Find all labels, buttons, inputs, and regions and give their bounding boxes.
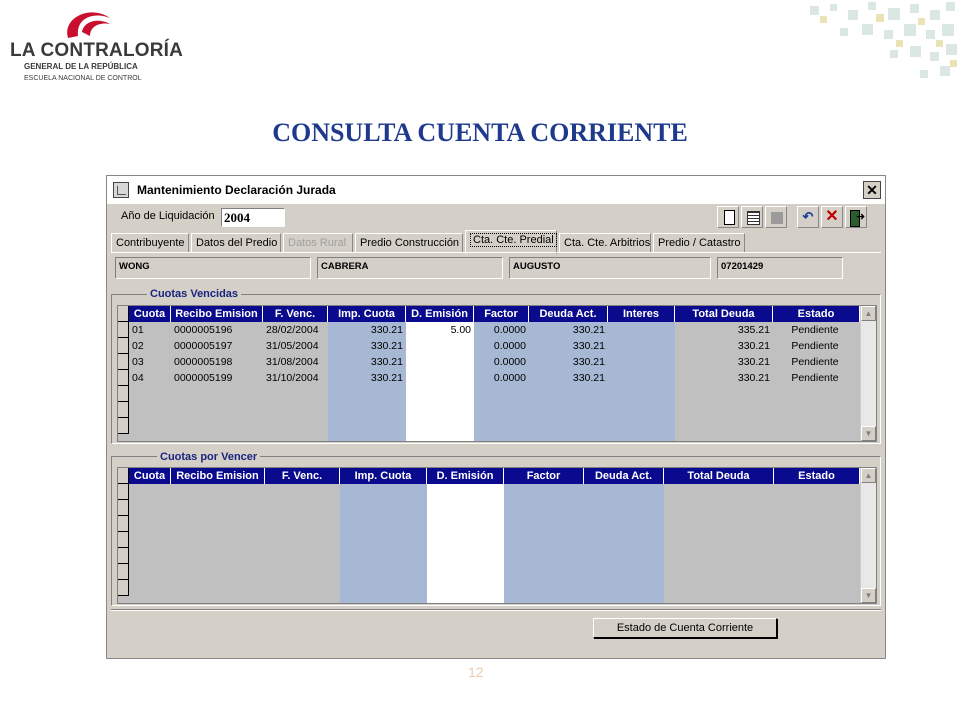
col-bg — [664, 468, 774, 603]
header-cuota[interactable]: Cuota — [129, 468, 171, 484]
apellido-materno-field: CABRERA — [317, 257, 503, 279]
row-selector[interactable] — [118, 322, 129, 338]
cell-imp-cuota: 330.21 — [370, 324, 403, 336]
tab-contribuyente[interactable]: Contribuyente — [111, 233, 189, 253]
row-selector[interactable] — [118, 580, 129, 596]
row-selector[interactable] — [118, 516, 129, 532]
logo-main-text: LA CONTRALORÍA — [10, 40, 184, 61]
cell-total-deuda: 335.21 — [737, 324, 770, 336]
row-selector[interactable] — [118, 548, 129, 564]
header-imp-cuota[interactable]: Imp. Cuota — [340, 468, 427, 484]
logo-sub2-text: ESCUELA NACIONAL DE CONTROL — [24, 75, 142, 82]
row-selector[interactable] — [118, 386, 129, 402]
tab-cta-cte-arbitrios[interactable]: Cta. Cte. Arbitrios — [559, 233, 651, 253]
cell-cuota: 02 — [132, 340, 144, 352]
divider — [111, 609, 881, 611]
codigo-field: 07201429 — [717, 257, 843, 279]
estado-cuenta-button[interactable]: Estado de Cuenta Corriente — [593, 618, 777, 638]
cell-deuda-act: 330.21 — [572, 372, 605, 384]
header-d-emision[interactable]: D. Emisión — [427, 468, 504, 484]
nombre-field: AUGUSTO — [509, 257, 711, 279]
cell-fvenc: 31/05/2004 — [266, 340, 319, 352]
header-fvenc[interactable]: F. Venc. — [263, 306, 328, 322]
row-selector[interactable] — [118, 484, 129, 500]
header-d-emision[interactable]: D. Emisión — [406, 306, 474, 322]
save-button[interactable] — [765, 206, 787, 228]
cell-cuota: 04 — [132, 372, 144, 384]
scroll-down-icon[interactable]: ▼ — [861, 588, 876, 603]
cell-deuda-act: 330.21 — [572, 324, 605, 336]
header-total-deuda[interactable]: Total Deuda — [675, 306, 773, 322]
cell-interes — [608, 371, 672, 386]
cell-deuda-act: 330.21 — [572, 356, 605, 368]
cell-d-emision — [406, 371, 471, 386]
row-selector[interactable] — [118, 370, 129, 386]
header-recibo[interactable]: Recibo Emision — [171, 306, 263, 322]
cell-d-emision — [406, 355, 471, 370]
row-selector[interactable] — [118, 500, 129, 516]
logo — [8, 4, 184, 84]
cell-imp-cuota: 330.21 — [370, 356, 403, 368]
header-imp-cuota[interactable]: Imp. Cuota — [328, 306, 406, 322]
edit-button[interactable] — [741, 206, 763, 228]
row-selector[interactable] — [118, 306, 129, 322]
row-selector[interactable] — [118, 354, 129, 370]
row-selector[interactable] — [118, 468, 129, 484]
tab-cta-cte-predial[interactable]: Cta. Cte. Predial — [465, 230, 557, 254]
cell-factor: 0.0000 — [493, 340, 526, 352]
cell-estado: Pendiente — [791, 372, 839, 384]
page-title: CONSULTA CUENTA CORRIENTE — [272, 118, 688, 147]
tab-panel-border — [111, 252, 881, 253]
new-document-button[interactable] — [717, 206, 739, 228]
scroll-up-icon[interactable]: ▲ — [861, 306, 876, 321]
app-window — [106, 175, 886, 659]
row-selector[interactable] — [118, 338, 129, 354]
cell-estado: Pendiente — [791, 340, 839, 352]
toolbar-separator — [789, 206, 795, 230]
window-title: Mantenimiento Declaración Jurada — [137, 183, 336, 197]
cell-cuota: 01 — [132, 324, 144, 336]
header-interes[interactable]: Interes — [608, 306, 675, 322]
cell-fvenc: 31/10/2004 — [266, 372, 319, 384]
cell-recibo: 0000005198 — [174, 356, 233, 368]
close-button[interactable]: ✕ — [863, 181, 881, 199]
vencidas-scrollbar[interactable] — [860, 306, 876, 441]
undo-button[interactable]: ↶ — [797, 206, 819, 228]
por-vencer-title: Cuotas por Vencer — [157, 451, 260, 463]
window-titlebar[interactable] — [107, 176, 885, 204]
col-bg — [129, 468, 340, 603]
header-estado[interactable]: Estado — [773, 306, 860, 322]
cell-total-deuda: 330.21 — [737, 340, 770, 352]
header-deuda-act[interactable]: Deuda Act. — [584, 468, 664, 484]
cell-interes — [608, 323, 672, 338]
cell-d-emision: 5.00 — [450, 324, 471, 336]
cell-factor: 0.0000 — [493, 324, 526, 336]
col-bg — [427, 468, 504, 603]
form-icon — [113, 182, 129, 198]
header-cuota[interactable]: Cuota — [129, 306, 171, 322]
vencidas-grid[interactable] — [117, 305, 877, 442]
cell-imp-cuota: 330.21 — [370, 340, 403, 352]
page-number: 12 — [468, 664, 484, 680]
cell-recibo: 0000005197 — [174, 340, 233, 352]
col-bg — [774, 468, 860, 603]
cell-fvenc: 31/08/2004 — [266, 356, 319, 368]
cell-interes — [608, 339, 672, 354]
cell-recibo: 0000005196 — [174, 324, 233, 336]
col-bg — [340, 468, 427, 603]
header-factor[interactable]: Factor — [504, 468, 584, 484]
por-vencer-grid[interactable] — [117, 467, 877, 604]
cell-interes — [608, 355, 672, 370]
tab-predio-catastro[interactable]: Predio / Catastro — [653, 233, 745, 253]
toolbar — [717, 206, 867, 230]
decorative-squares-icon — [770, 0, 960, 95]
cell-total-deuda: 330.21 — [737, 356, 770, 368]
year-input[interactable]: 2004 — [221, 208, 285, 227]
logo-sub-text: GENERAL DE LA REPÚBLICA — [24, 62, 138, 71]
row-selector[interactable] — [118, 532, 129, 548]
row-selector[interactable] — [118, 418, 129, 434]
scroll-up-icon[interactable]: ▲ — [861, 468, 876, 483]
cell-total-deuda: 330.21 — [737, 372, 770, 384]
row-selector[interactable] — [118, 402, 129, 418]
cell-fvenc: 28/02/2004 — [266, 324, 319, 336]
cell-recibo: 0000005199 — [174, 372, 233, 384]
cell-d-emision — [406, 339, 471, 354]
scroll-down-icon[interactable]: ▼ — [861, 426, 876, 441]
header-total-deuda[interactable]: Total Deuda — [664, 468, 774, 484]
delete-button[interactable]: ✕ — [821, 206, 843, 228]
tab-predio-construccion[interactable]: Predio Construcción — [355, 233, 463, 253]
vencidas-title: Cuotas Vencidas — [147, 288, 241, 300]
tab-datos-rural: Datos Rural — [283, 233, 353, 253]
year-label: Año de Liquidación — [121, 210, 215, 222]
cell-factor: 0.0000 — [493, 356, 526, 368]
cell-deuda-act: 330.21 — [572, 340, 605, 352]
exit-button[interactable] — [845, 206, 867, 228]
header-estado[interactable]: Estado — [774, 468, 860, 484]
tab-datos-predio[interactable]: Datos del Predio — [191, 233, 281, 253]
cell-factor: 0.0000 — [493, 372, 526, 384]
cell-estado: Pendiente — [791, 356, 839, 368]
header-deuda-act[interactable]: Deuda Act. — [529, 306, 608, 322]
cell-estado: Pendiente — [791, 324, 839, 336]
col-bg — [504, 468, 664, 603]
por-vencer-scrollbar[interactable] — [860, 468, 876, 603]
cell-imp-cuota: 330.21 — [370, 372, 403, 384]
row-selector[interactable] — [118, 564, 129, 580]
header-factor[interactable]: Factor — [474, 306, 529, 322]
header-recibo[interactable]: Recibo Emision — [171, 468, 265, 484]
header-fvenc[interactable]: F. Venc. — [265, 468, 340, 484]
cell-cuota: 03 — [132, 356, 144, 368]
logo-swoosh-icon — [60, 8, 116, 44]
apellido-paterno-field: WONG — [115, 257, 311, 279]
